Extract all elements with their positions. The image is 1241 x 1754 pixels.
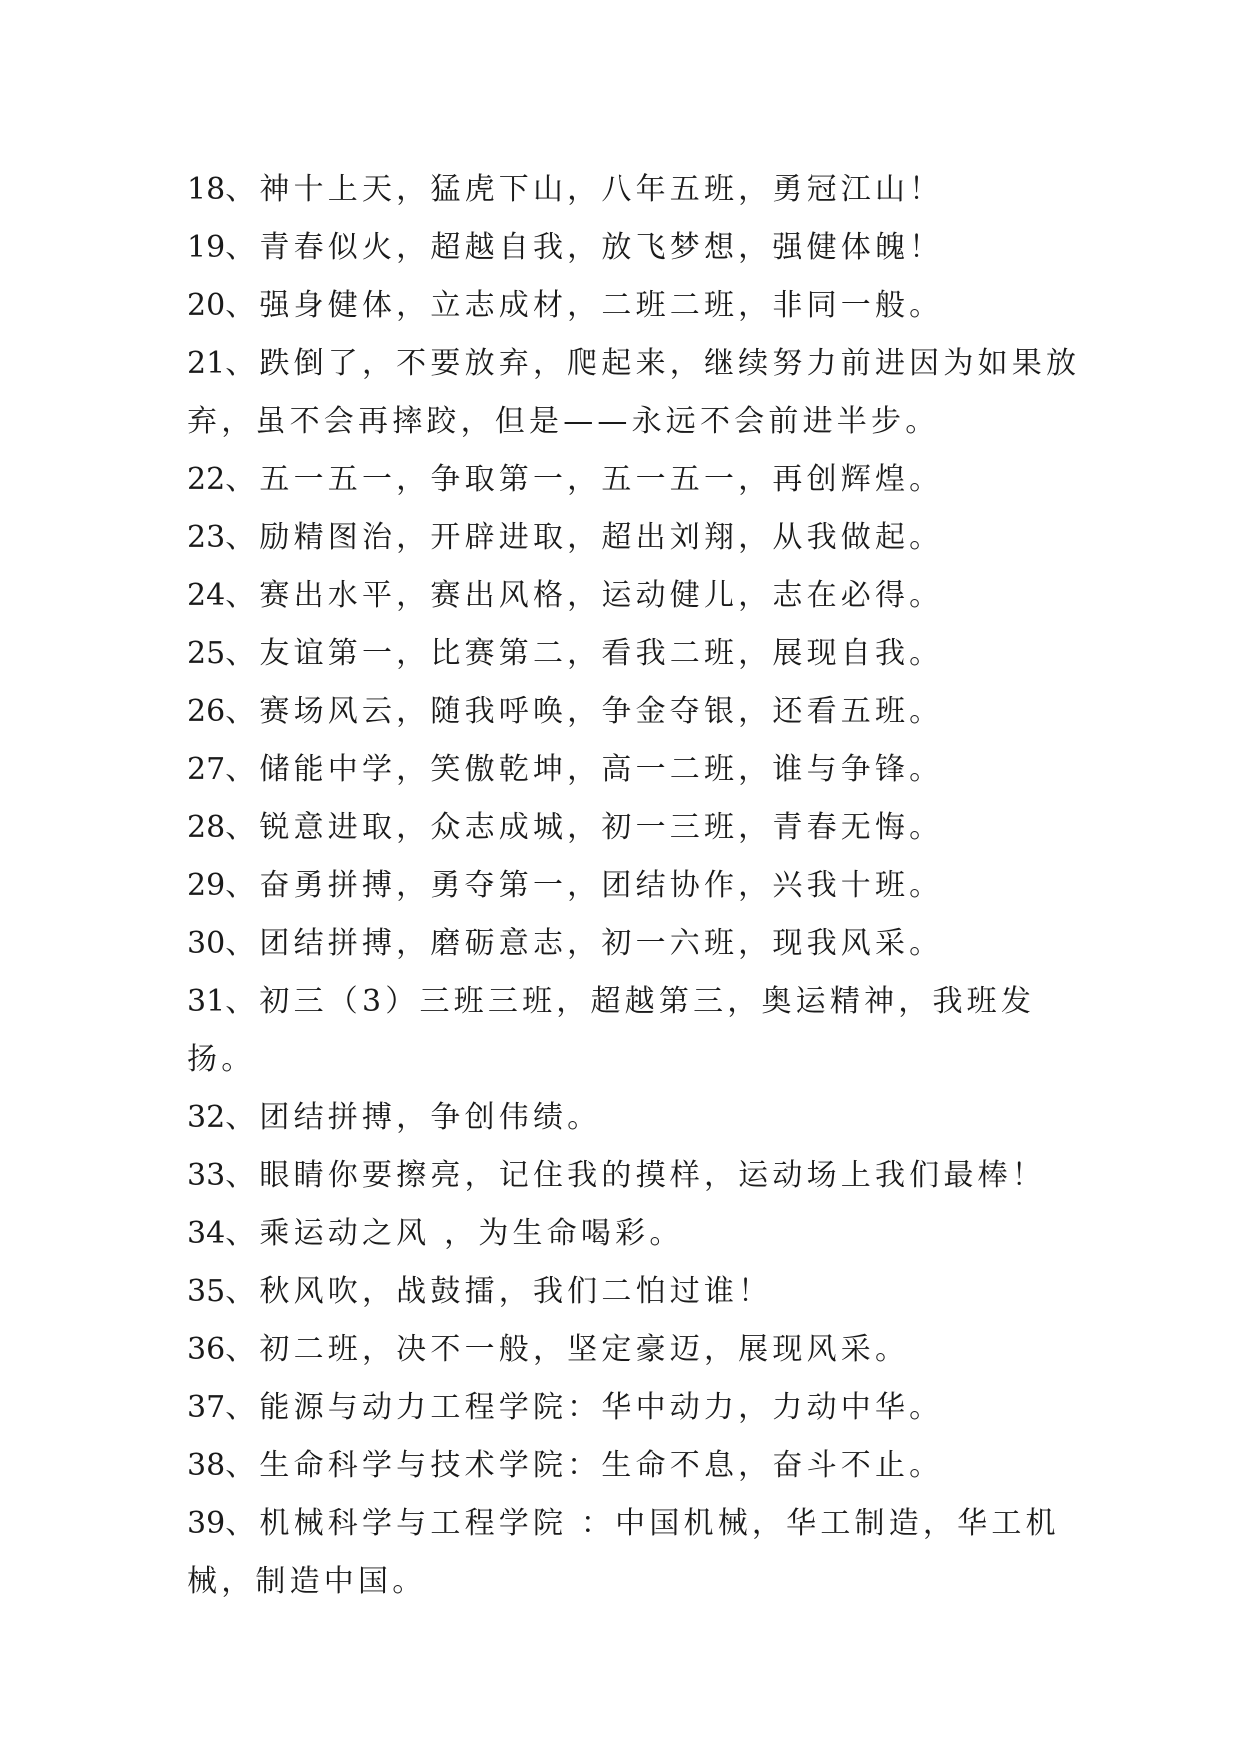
list-item xyxy=(187,219,1087,277)
list-item xyxy=(187,567,1087,625)
list-item xyxy=(187,1205,1087,1263)
item-text: 、团结拼搏，争创伟绩。 xyxy=(225,1100,602,1135)
item-number: 24 xyxy=(187,578,226,613)
item-text: 、乘运动之风 ，为生命喝彩。 xyxy=(225,1216,684,1251)
item-number: 27 xyxy=(187,752,226,787)
list-item xyxy=(187,1379,1087,1437)
item-number: 22 xyxy=(187,462,226,497)
item-number: 25 xyxy=(187,636,226,671)
item-text: 、初三（3）三班三班，超越第三，奥运精神，我班发扬。 xyxy=(187,984,1036,1077)
item-number: 32 xyxy=(187,1100,226,1135)
item-text: 、生命科学与技术学院：生命不息，奋斗不止。 xyxy=(225,1448,944,1483)
item-text: 、强身健体，立志成材，二班二班，非同一般。 xyxy=(225,288,944,323)
item-number: 30 xyxy=(187,926,226,961)
list-item xyxy=(187,1495,1087,1611)
item-text: 、初二班，决不一般，坚定豪迈，展现风采。 xyxy=(225,1332,910,1367)
item-text: 、友谊第一，比赛第二，看我二班，展现自我。 xyxy=(225,636,944,671)
item-text: 、秋风吹，战鼓擂，我们二怕过谁！ xyxy=(225,1274,773,1309)
list-item xyxy=(187,161,1087,219)
slogan-list xyxy=(187,161,1087,1611)
item-text: 、神十上天，猛虎下山，八年五班，勇冠江山！ xyxy=(225,172,944,207)
list-item xyxy=(187,683,1087,741)
item-number: 39 xyxy=(187,1506,226,1541)
list-item xyxy=(187,1147,1087,1205)
item-number: 35 xyxy=(187,1274,226,1309)
list-item xyxy=(187,915,1087,973)
item-text: 、团结拼搏，磨砺意志，初一六班，现我风采。 xyxy=(225,926,944,961)
item-number: 20 xyxy=(187,288,226,323)
item-text: 、能源与动力工程学院：华中动力，力动中华。 xyxy=(225,1390,944,1425)
item-text: 、储能中学，笑傲乾坤，高一二班，谁与争锋。 xyxy=(225,752,944,787)
item-number: 28 xyxy=(187,810,226,845)
item-number: 26 xyxy=(187,694,226,729)
item-text: 、五一五一，争取第一，五一五一，再创辉煌。 xyxy=(225,462,944,497)
item-number: 18 xyxy=(187,172,226,207)
item-text: 、眼睛你要擦亮，记住我的摸样，运动场上我们最棒！ xyxy=(225,1158,1046,1193)
list-item xyxy=(187,857,1087,915)
list-item xyxy=(187,1089,1087,1147)
item-text: 、机械科学与工程学院 ：中国机械，华工制造，华工机械，制造中国。 xyxy=(187,1506,1060,1599)
item-text: 、锐意进取，众志成城，初一三班，青春无悔。 xyxy=(225,810,944,845)
item-number: 21 xyxy=(187,346,226,381)
item-text: 、奋勇拼搏，勇夺第一，团结协作，兴我十班。 xyxy=(225,868,944,903)
list-item xyxy=(187,277,1087,335)
list-item xyxy=(187,335,1087,451)
item-number: 19 xyxy=(187,230,226,265)
item-text: 、励精图治，开辟进取，超出刘翔，从我做起。 xyxy=(225,520,944,555)
item-number: 31 xyxy=(187,984,226,1019)
item-number: 36 xyxy=(187,1332,226,1367)
item-number: 29 xyxy=(187,868,226,903)
list-item xyxy=(187,1437,1087,1495)
item-text: 、跌倒了，不要放弃，爬起来，继续努力前进因为如果放弃，虽不会再摔跤，但是——永远不会前进半步。 xyxy=(187,346,1081,439)
item-number: 23 xyxy=(187,520,226,555)
item-text: 、赛场风云，随我呼唤，争金夺银，还看五班。 xyxy=(225,694,944,729)
list-item xyxy=(187,799,1087,857)
list-item xyxy=(187,625,1087,683)
item-text: 、赛出水平，赛出风格，运动健儿，志在必得。 xyxy=(225,578,944,613)
list-item xyxy=(187,1321,1087,1379)
list-item xyxy=(187,1263,1087,1321)
list-item xyxy=(187,509,1087,567)
item-number: 38 xyxy=(187,1448,226,1483)
item-number: 33 xyxy=(187,1158,226,1193)
list-item xyxy=(187,741,1087,799)
item-text: 、青春似火，超越自我，放飞梦想，强健体魄！ xyxy=(225,230,944,265)
item-number: 34 xyxy=(187,1216,226,1251)
list-item xyxy=(187,451,1087,509)
list-item xyxy=(187,973,1087,1089)
item-number: 37 xyxy=(187,1390,226,1425)
